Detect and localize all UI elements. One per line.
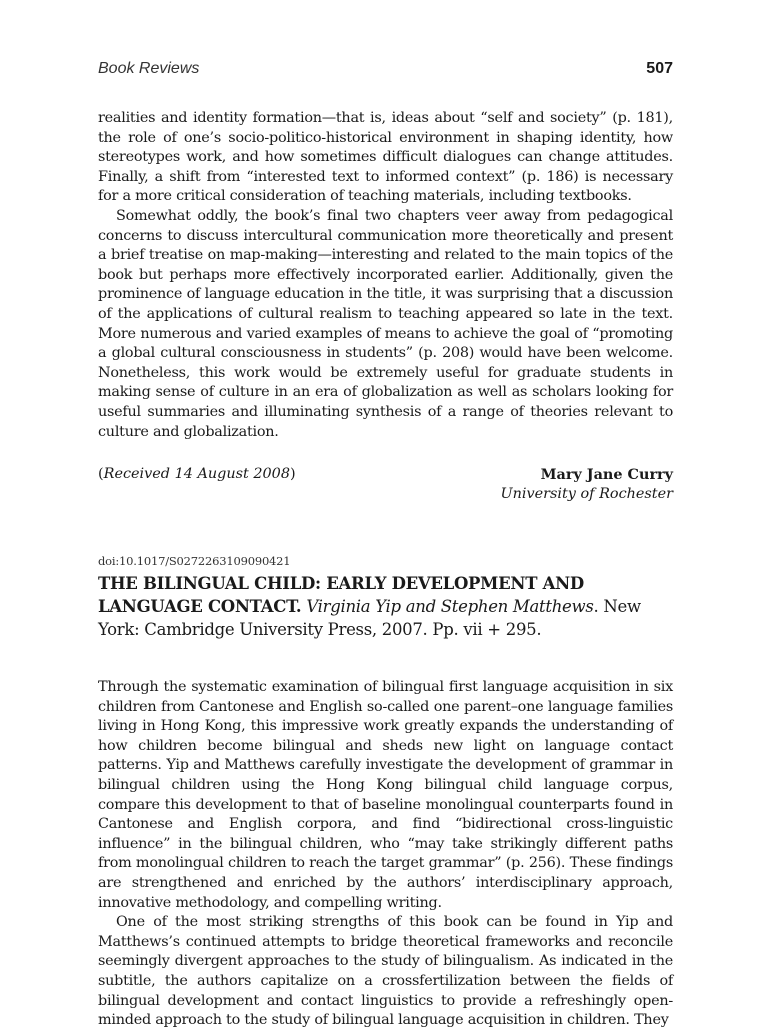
book-authors: Virginia Yip and Stephen Matthews: [306, 597, 594, 616]
received-text: Received 14 August 2008: [103, 466, 290, 482]
journal-section-title: Book Reviews: [98, 60, 200, 77]
received-close-paren: ): [289, 466, 296, 482]
page-number: 507: [646, 60, 673, 77]
journal-page: [98, 0, 673, 1029]
review-1-paragraph-1: realities and identity formation—that is, ideas about “self and society” (p. 181), the role of one’s socio-politico-historical environment in shaping identity, how stereotypes work, and how sometimes difficult dialogues can change attitudes. Finally, a shift from “interested text to informed context” (p. 186) is necessary for a more critical consideration of teaching materials, including textbooks.: [98, 110, 673, 205]
review-1-footer: [98, 465, 673, 505]
review-2-body: [98, 678, 673, 1031]
doi-link[interactable]: doi:10.1017/S0272263109090421: [98, 554, 291, 568]
review-1-body: [98, 109, 673, 442]
reviewer-name: Mary Jane Curry: [540, 466, 673, 483]
reviewer-affiliation: University of Rochester: [500, 485, 673, 502]
review-2-paragraph-1: Through the systematic examination of bilingual first language acquisition in six children from Cantonese and English so-called one parent–one language families living in Hong Kong, this impressive work greatly expands the understanding of how children become bilingual and sheds new light on language contact patterns. Yip and Matthews carefully investigate the development of grammar in bilingual children using the Hong Kong bilingual child language corpus, compare this development to that of baseline monolingual counterparts found in Cantonese and English corpora, and find “bidirectional cross-linguistic influence” in the bilingual children, who “may take strikingly different paths from monolingual children to reach the target grammar” (p. 256). These findings are strengthened and enriched by the authors’ interdisciplinary approach, innovative methodology, and compelling writing.: [98, 679, 673, 911]
review-1-paragraph-2: Somewhat oddly, the book’s final two chapters veer away from pedagogical concerns to discuss intercultural communication more theoretically and present a brief treatise on map-making—interesting and related to the main topics of the book but perhaps more effectively incorporated earlier. Additionally, given the prominence of language education in the title, it was surprising that a discussion of the applications of cultural realism to teaching appeared so late in the text. More numerous and varied examples of means to achieve the goal of “promoting a global cultural consciousness in students” (p. 208) would have been welcome. Nonetheless, this work would be extremely useful for graduate students in making sense of culture in an era of globalization as well as scholars looking for useful summaries and illuminating synthesis of a range of theories relevant to culture and globalization.: [98, 207, 673, 440]
publication-info: . New York: Cambridge University Press, 2007. Pp. vii + 295.: [98, 597, 641, 639]
received-date: [98, 465, 296, 485]
running-head: [98, 60, 673, 82]
review-2-paragraph-2: One of the most striking strengths of this book can be found in Yip and Matthews’s continued attempts to bridge theoretical frameworks and reconcile seemingly divergent approaches to the study of bilingualism. As indicated in the subtitle, the authors capitalize on a crossfertilization between the fields of bilingual development and contact linguistics to provide a refreshingly open-minded approach to the study of bilingual language acquisition in children. They: [98, 914, 673, 1029]
book-title: THE BILINGUAL CHILD: EARLY DEVELOPMENT AND LANGUAGE CONTACT.: [98, 574, 584, 616]
reviewer-signature: [501, 465, 673, 504]
received-open-paren: (: [98, 466, 104, 482]
review-2-heading: [98, 572, 673, 641]
